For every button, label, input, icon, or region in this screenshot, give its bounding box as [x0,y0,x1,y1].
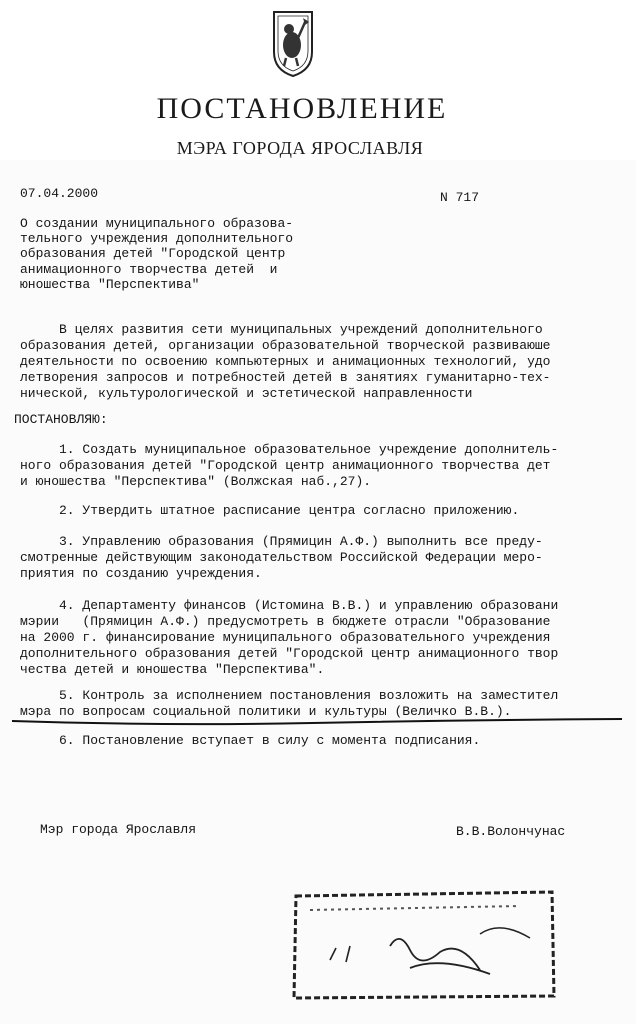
subject-line: тельного учреждения дополнительного [20,231,294,246]
item-line: 2. Утвердить штатное расписание центра согласно приложению. [20,503,520,518]
item-line: 6. Постановление вступает в силу с момента подписания. [20,733,481,748]
item-line: мэра по вопросам социальной политики и культуры (Величко В.В.). [20,704,512,719]
item-line: и юношества "Перспектива" (Волжская наб.,27). [20,474,372,489]
item-line: 4. Департаменту финансов (Истомина В.В.) и управлению образовани [20,598,559,613]
item-line: 5. Контроль за исполнением постановления возложить на заместител [20,688,559,703]
paper-top-strip [0,0,636,160]
item-line: смотренные действующим законодательством Российской Федерации меро- [20,550,543,565]
preamble-line: летворения запросов и потребностей детей в занятиях гуманитарно-тех- [20,370,551,385]
subject-line: анимационного творчества детей и [20,262,278,277]
document-subtitle: МЭРА ГОРОДА ЯРОСЛАВЛЯ [176,138,424,158]
item-line: 1. Создать муниципальное образовательное учреждение дополнитель- [20,442,559,457]
signatory-name: В.В.Волончунас [456,824,566,839]
subject-line: образования детей "Городской центр [20,246,286,261]
subject-line: О создании муниципального образова- [20,216,294,231]
item-line: 3. Управлению образования (Прямицин А.Ф.) выполнить все преду- [20,534,543,549]
coat-of-arms-icon [270,8,316,78]
item-line: на 2000 г. финансирование муниципального образовательного учреждения [20,630,551,645]
item-line: чества детей и юношества "Перспектива". [20,662,325,677]
preamble-line: образования детей, организации образовательной творческой развиваюше [20,338,551,353]
preamble-line: нической, культурологической и эстетической направленности [20,386,473,401]
subject-line: юношества "Перспектива" [20,277,200,292]
preamble-line: В целях развития сети муниципальных учреждений дополнительного [20,322,543,337]
item-line: дополнительного образования детей "Городской центр анимационного твор [20,646,559,661]
signatory-position: Мэр города Ярославля [40,822,197,837]
certification-stamp-icon [290,890,558,1002]
document-number: N 717 [440,190,480,205]
item-line: приятия по созданию учреждения. [20,566,262,581]
handwritten-underline [12,716,622,728]
item-line: мэрии (Прямицин А.Ф.) предусмотреть в бюджете отрасли "Образование [20,614,551,629]
document-date: 07.04.2000 [20,186,99,201]
document-title: ПОСТАНОВЛЕНИЕ [156,92,448,125]
decree-word: ПОСТАНОВЛЯЮ: [14,412,108,427]
item-line: ного образования детей "Городской центр анимационного творчества дет [20,458,551,473]
preamble-line: деятельности по освоению компьютерных и анимационных технологий, удо [20,354,551,369]
